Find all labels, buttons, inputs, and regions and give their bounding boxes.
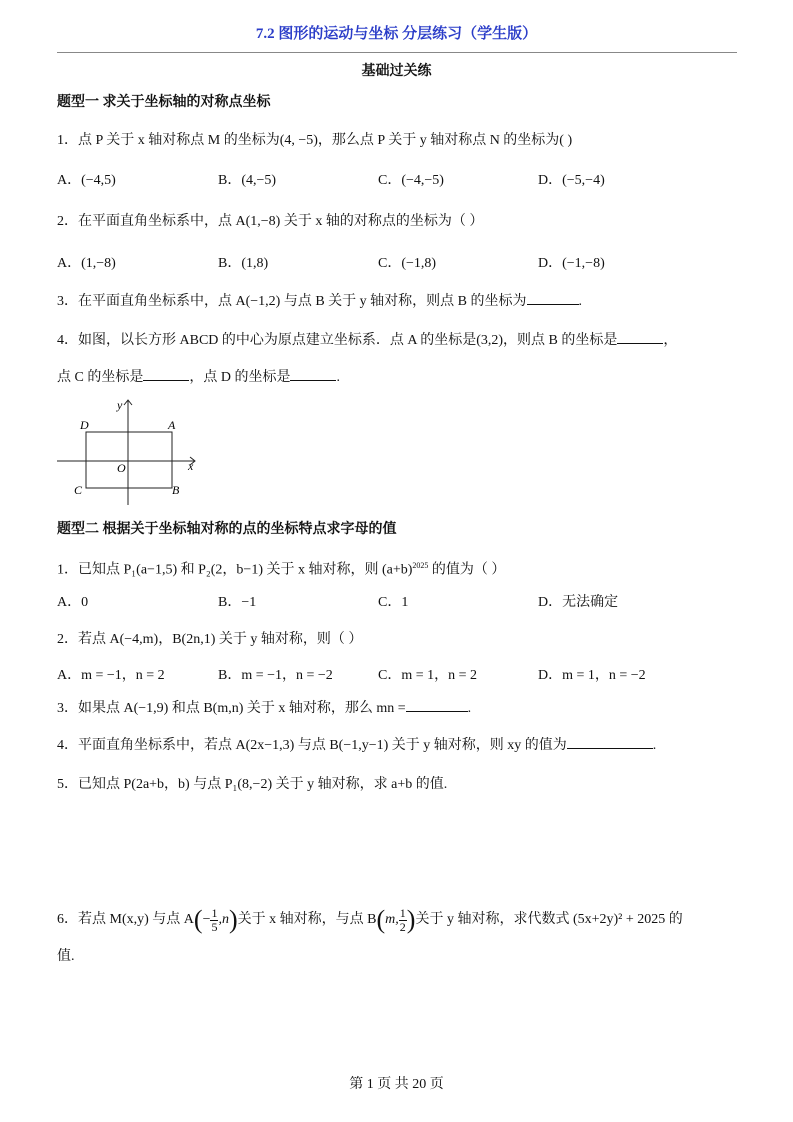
- t2-q3: [57, 697, 471, 719]
- numerator: 1: [211, 905, 218, 920]
- t2-q6-part1: 6．若点 M(x,y) 与点 A: [57, 912, 194, 928]
- t1-q2-option-a: A．(1,−8): [57, 256, 116, 271]
- t1-q2: 2．在平面直角坐标系中，点 A(1,−8) 关于 x 轴的对称点的坐标为（ ）: [57, 214, 484, 229]
- t2-q4: [57, 734, 656, 756]
- numerator: 1: [399, 905, 406, 920]
- t2-q1-exponent: 2025: [412, 561, 429, 570]
- t1-q1: 1．点 P 关于 x 轴对称点 M 的坐标为(4, −5)，那么点 P 关于 y 轴对称点 N 的坐标为( ): [57, 133, 573, 148]
- t2-q1-tail: 的值为（ ）: [428, 562, 506, 578]
- t2-q3-tail: .: [467, 701, 472, 716]
- t2-q4-text: 4．平面直角坐标系中，若点 A(2x−1,3) 与点 B(−1,y−1) 关于 y 轴对称，则 xy 的值为: [57, 738, 567, 753]
- answer-blank-c[interactable]: [143, 366, 189, 381]
- t1-q4-cont: [57, 366, 340, 388]
- label-c: C: [74, 483, 83, 497]
- denominator: 2: [399, 919, 406, 934]
- t2-q6-part3: 关于 x 轴对称，与点 B: [237, 912, 377, 928]
- t1-q4-c-label: 点 C 的坐标是: [57, 370, 144, 385]
- document-title: 7.2 图形的运动与坐标 分层练习（学生版）: [255, 26, 538, 42]
- t2-q1-option-d: D．无法确定: [538, 595, 619, 610]
- answer-blank-d[interactable]: [290, 366, 336, 381]
- t1-q2-option-c: C．(−1,8): [378, 256, 437, 271]
- rectangle-coordinate-figure: [50, 395, 210, 510]
- answer-blank-xy[interactable]: [567, 734, 653, 749]
- denominator: 5: [211, 919, 218, 934]
- t2-q2-option-d: D．m = 1，n = −2: [538, 668, 646, 683]
- t2-q6: 6．若点 M(x,y) 与点 A(− $\frac{1}{5}$ ,n)关于 x 轴对称，与点 B(m, $\frac{1}{2}$ )关于 y 轴对称，求代数式 (5x+2y)² + 2025 的: [57, 905, 683, 934]
- label-b: B: [172, 483, 180, 497]
- t1-q4-end: .: [336, 370, 340, 385]
- t1-q1-option-c: C．(−4,−5): [378, 173, 444, 188]
- label-y: y: [117, 398, 123, 412]
- t2-q2-option-b: B．m = −1，n = −2: [218, 668, 333, 683]
- rectangle-abcd: [86, 432, 172, 488]
- t2-q1-option-c: C．1: [378, 595, 409, 610]
- t2-q6-part5: 关于 y 轴对称，求代数式 (5x+2y)² + 2025 的: [415, 912, 683, 928]
- header-divider: [57, 52, 737, 53]
- label-o: O: [117, 461, 126, 475]
- t2-q1-option-b: B．−1: [218, 595, 257, 610]
- t2-q1: [57, 556, 505, 581]
- t1-q1-option-b: B．(4,−5): [218, 173, 277, 188]
- t2-q6-part4: m,: [385, 912, 399, 928]
- label-d: D: [80, 418, 89, 432]
- answer-blank[interactable]: [527, 290, 579, 305]
- section-title: 基础过关练: [361, 64, 432, 79]
- answer-blank-mn[interactable]: [406, 697, 468, 712]
- t1-q4-tail: ，: [663, 333, 678, 348]
- t1-q2-option-d: D．(−1,−8): [538, 256, 605, 271]
- t2-q1-option-a: A．0: [57, 595, 89, 610]
- type1-heading: 题型一 求关于坐标轴的对称点坐标: [57, 95, 271, 110]
- t1-q4-text: 4．如图，以长方形 ABCD 的中心为原点建立坐标系．点 A 的坐标是(3,2)，则点 B 的坐标是: [57, 333, 618, 348]
- t1-q3: [57, 290, 582, 312]
- page-footer: 第 1 页 共 20 页: [349, 1077, 444, 1092]
- type2-heading: 题型二 根据关于坐标轴对称的点的坐标特点求字母的值: [57, 522, 397, 537]
- t2-q2-option-c: C．m = 1，n = 2: [378, 668, 478, 683]
- t2-q6-minus: −: [202, 912, 211, 928]
- t2-q2: 2．若点 A(−4,m)，B(2n,1) 关于 y 轴对称，则（ ）: [57, 632, 363, 647]
- t1-q4: [57, 329, 677, 351]
- label-x: x: [188, 459, 194, 473]
- answer-blank-b[interactable]: [617, 329, 663, 344]
- t2-q2-option-a: A．m = −1，n = 2: [57, 668, 165, 683]
- t1-q2-option-b: B．(1,8): [218, 256, 269, 271]
- t1-q4-d-label: ，点 D 的坐标是: [189, 370, 291, 385]
- t1-q1-option-a: A．(−4,5): [57, 173, 116, 188]
- t1-q3-tail: .: [578, 294, 583, 309]
- t2-q4-tail: .: [652, 738, 657, 753]
- t2-q6-part2: ,n: [218, 912, 229, 928]
- t2-q5: 5．已知点 P(2a+b，b) 与点 P₁(8,−2) 关于 y 轴对称，求 a+b 的值.: [57, 777, 448, 792]
- fraction-one-half: [399, 907, 407, 934]
- t1-q3-text: 3．在平面直角坐标系中，点 A(−1,2) 与点 B 关于 y 轴对称，则点 B 的坐标为: [57, 294, 527, 309]
- t2-q3-text: 3．如果点 A(−1,9) 和点 B(m,n) 关于 x 轴对称，那么 mn =: [57, 701, 406, 716]
- t2-q1-text: 1．已知点 P₁(a−1,5) 和 P₂(2，b−1) 关于 x 轴对称，则 (a+b): [57, 562, 413, 578]
- t1-q1-option-d: D．(−5,−4): [538, 173, 605, 188]
- t2-q6-cont: 值.: [57, 949, 75, 964]
- label-a: A: [168, 418, 176, 432]
